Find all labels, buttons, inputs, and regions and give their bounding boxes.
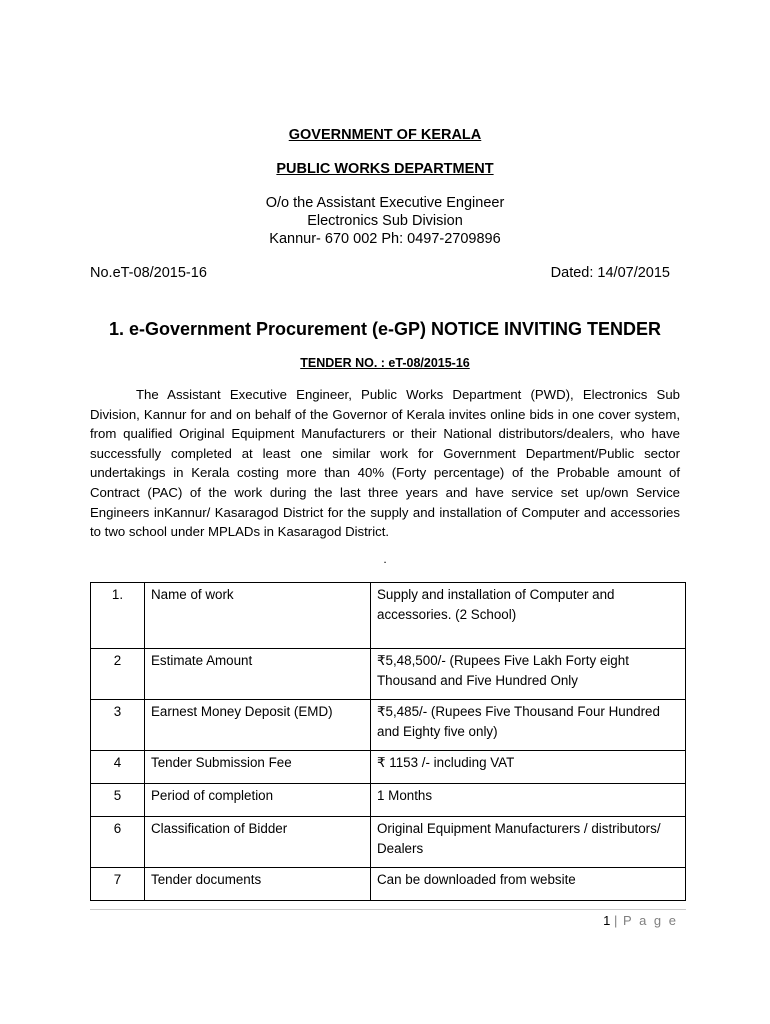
table-row [91,700,686,751]
row-label: Earnest Money Deposit (EMD) [145,700,371,751]
footer-separator: | [614,913,620,928]
office-address [0,194,770,248]
table-row [91,583,686,649]
page-label: P a g e [623,913,678,928]
table-row [91,784,686,817]
department-heading: PUBLIC WORKS DEPARTMENT [276,161,494,177]
row-value: ₹ 1153 /- including VAT [371,751,686,784]
row-value: Supply and installation of Computer and accessories. (2 School) [371,583,686,649]
page-number: 1 [603,913,611,928]
table-row [91,868,686,901]
row-label: Name of work [145,583,371,649]
government-heading: GOVERNMENT OF KERALA [288,127,482,143]
notice-body: The Assistant Executive Engineer, Public Works Department (PWD), Electronics Sub Division, Kannur for and on behalf of the Governor of Kerala invites online bids in one cover system, from qualified Original Equipment Manufacturers or their National distributors/dealers, who have successfully completed at least one similar work for Government Department/Public sector undertakings in Kerala costing more than 40% (Forty percentage) of the Probable amount of Contract (PAC) of the work during the last three years and have service set up/own Service Engineers inKannur/ Kasaragod District for the supply and installation of Computer and accessories to two school under MPLADs in Kasaragod District. [90,387,680,540]
row-label: Estimate Amount [145,649,371,700]
page-footer [603,913,678,928]
row-label: Classification of Bidder [145,817,371,868]
row-number: 4 [91,751,145,784]
office-line-2: Electronics Sub Division [307,213,463,229]
date: Dated: 14/07/2015 [550,265,670,281]
table-row [91,649,686,700]
row-value: Original Equipment Manufacturers / distributors/ Dealers [371,817,686,868]
tender-number: TENDER NO. : eT-08/2015-16 [300,356,470,370]
row-value: Can be downloaded from website [371,868,686,901]
row-value: ₹5,48,500/- (Rupees Five Lakh Forty eight Thousand and Five Hundred Only [371,649,686,700]
reference-number: No.eT-08/2015-16 [90,265,207,281]
separator-dot: . [383,552,387,566]
row-label: Tender documents [145,868,371,901]
row-value: 1 Months [371,784,686,817]
row-number: 7 [91,868,145,901]
office-line-1: O/o the Assistant Executive Engineer [265,195,505,211]
table-row [91,817,686,868]
office-line-3: Kannur- 670 002 Ph: 0497-2709896 [269,231,501,247]
row-number: 2 [91,649,145,700]
row-label: Tender Submission Fee [145,751,371,784]
footer-divider [90,909,686,910]
row-value: ₹5,485/- (Rupees Five Thousand Four Hundred and Eighty five only) [371,700,686,751]
notice-title: 1. e-Government Procurement (e-GP) NOTICE INVITING TENDER [108,319,662,339]
row-label: Period of completion [145,784,371,817]
tender-details-table [90,582,686,901]
row-number: 1. [91,583,145,649]
row-number: 5 [91,784,145,817]
table-row [91,751,686,784]
row-number: 3 [91,700,145,751]
row-number: 6 [91,817,145,868]
